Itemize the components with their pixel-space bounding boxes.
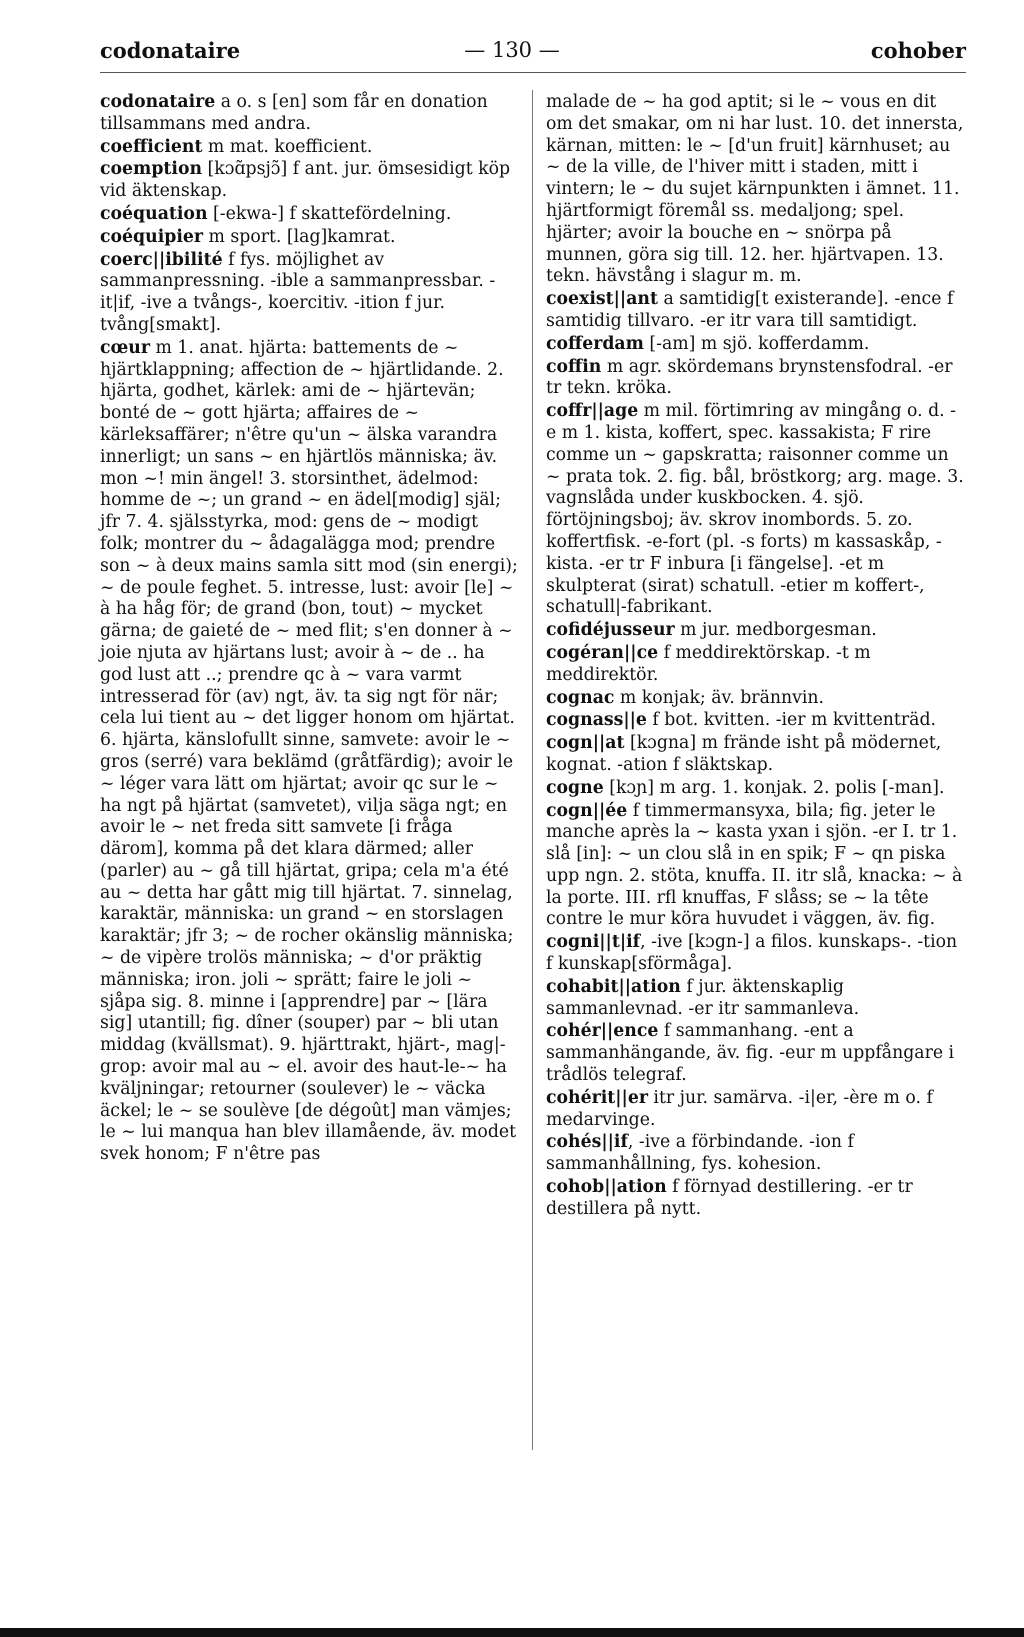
entry <box>100 250 520 337</box>
definition: m sport. [lag]kamrat. <box>203 226 396 247</box>
definition: a o. s [en] som får en donation tillsammans med andra. <box>100 92 488 134</box>
definition: , -ive a förbindande. -ion f sammanhållning, fys. kohesion. <box>546 1132 854 1175</box>
headword: coexist||ant <box>546 289 658 310</box>
entry <box>100 92 520 136</box>
headword: cogne <box>546 777 604 798</box>
definition: malade de ~ ha god aptit; si le ~ vous en dit om det smakar, om ni har lust. 10. det innersta, kärnan, mitten: le ~ [d'un fruit] kärnhuset; au ~ de la ville, de l'hiver mitt i staden, mitt i vintern; le ~ du sujet kärnpunkten i ämnet. 11. hjärtformigt föremål ss. medaljong; spel. hjärter; avoir la bouche en ~ snörpa på munnen, göra sig till. 12. her. hjärtvapen. 13. tekn. hävstång i slagur m. m. <box>546 92 964 287</box>
definition: f bot. kvitten. -ier m kvittenträd. <box>646 710 936 731</box>
headword: coéquation <box>100 203 208 224</box>
definition: m jur. medborgesman. <box>674 620 877 641</box>
headword: coffr||age <box>546 401 639 422</box>
right-column <box>546 92 966 1222</box>
headword: cogn||at <box>546 733 625 754</box>
headword: cohér||ence <box>546 1021 659 1042</box>
entry-continuation <box>546 92 966 288</box>
headword: coéquipier <box>100 226 204 247</box>
left-column <box>100 92 520 1167</box>
entry <box>546 401 966 619</box>
entry <box>546 1021 966 1086</box>
definition: [-ekwa-] f skattefördelning. <box>207 203 452 224</box>
headword: coemption <box>100 159 203 180</box>
definition: f meddirektörskap. -t m meddirektör. <box>546 642 871 685</box>
entry <box>546 778 966 800</box>
entry <box>546 710 966 732</box>
entry <box>546 932 966 976</box>
headword: cohob||ation <box>546 1177 667 1198</box>
headword: cogni||t|if <box>546 932 641 953</box>
definition: a samtidig[t existerande]. -ence f samtidig tillvaro. -er itr vara till samtidigt. <box>546 289 954 331</box>
entry <box>546 1088 966 1132</box>
definition: [kɔgna] m frände isht på mödernet, kognat. -ation f släktskap. <box>546 733 942 775</box>
entry <box>546 620 966 642</box>
entry <box>546 1132 966 1176</box>
headword: coefficient <box>100 136 203 157</box>
column-divider <box>532 90 533 1450</box>
header-right-guide-word: cohober <box>870 38 966 63</box>
headword: cogéran||ce <box>546 642 659 663</box>
page-number: — 130 — <box>464 38 560 62</box>
headword: cohés||if <box>546 1132 628 1153</box>
headword: cohérit||er <box>546 1087 648 1108</box>
entry <box>546 357 966 401</box>
definition: [kɔɑ̃psjɔ̃] f ant. jur. ömsesidigt köp vid äktenskap. <box>100 159 511 202</box>
entry <box>546 334 966 356</box>
headword: cofferdam <box>546 333 644 354</box>
definition: [-am] m sjö. kofferdamm. <box>643 333 870 354</box>
definition: [kɔɲ] m arg. 1. konjak. 2. polis [-man]. <box>603 777 945 798</box>
definition: , -ive [kɔgn-] a filos. kunskaps-. -tion f kunskap[sförmåga]. <box>546 932 958 975</box>
entry <box>100 204 520 226</box>
definition: itr jur. samärva. -i|er, -ère m o. f medarvinge. <box>546 1087 933 1130</box>
headword: codonataire <box>100 92 216 112</box>
entry <box>546 733 966 777</box>
headword: cognac <box>546 687 615 708</box>
headword: cofidéjusseur <box>546 620 675 641</box>
entry <box>100 137 520 159</box>
definition: f timmermansyxa, bila; fig. jeter le manche après la ~ kasta yxan i sjön. -er I. tr 1. slå [in]: ~ un clou slå in en spik; F ~ qn piska upp ngn. 2. stöta, knuffa. II. itr slå, knacka: ~ à la porte. III. rfl knuffas, F slåss; se ~ la tête contre le mur köra huvudet i väggen, äv. fig. <box>546 800 963 930</box>
definition: m mil. förtimring av mingång o. d. -e m 1. kista, koffert, spec. kassakista; F rire comme un ~ gapskratta; raisonner comme un ~ prata tok. 2. fig. bål, bröstkorg; arg. mage. 3. vagnslåda under kuskbocken. 4. sjö. förtöjningsboj; äv. skrov inombords. 5. zo. koffertfisk. -e-fort (pl. -s forts) m kassaskåp, -kista. -er tr F inbura [i fängelse]. -et m skulpterat (sirat) schatull. -etier m koffert-, schatull|-fabrikant. <box>546 401 964 618</box>
definition: f jur. äktenskaplig sammanlevnad. -er itr sammanleva. <box>546 976 860 1019</box>
entry <box>546 289 966 333</box>
scan-edge-bar <box>0 1628 1024 1637</box>
headword: coffin <box>546 356 602 377</box>
header-rule <box>100 72 966 73</box>
definition: f förnyad destillering. -er tr destillera på nytt. <box>546 1177 913 1219</box>
definition: f fys. möjlighet av sammanpressning. -ible a sammanpressbar. -it|if, -ive a tvångs-, koercitiv. -ition f jur. tvång[smakt]. <box>100 249 496 335</box>
headword: cœur <box>100 337 150 358</box>
entry <box>546 801 966 932</box>
definition: f sammanhang. -ent a sammanhängande, äv. fig. -eur m uppfångare i trådlös telegraf. <box>546 1021 955 1086</box>
headword: coerc||ibilité <box>100 249 223 270</box>
definition: m mat. koefficient. <box>202 136 373 157</box>
entry <box>546 643 966 687</box>
definition: m 1. anat. hjärta: battements de ~ hjärtklappning; affection de ~ hjärtlidande. 2. hjärta, godhet, kärlek: ami de ~ hjärtevän; bonté de ~ gott hjärta; affaires de ~ kärleksaffärer; n'être qu'un ~ älska varandra innerligt; un sans ~ en hjärtlös människa; äv. mon ~! min ängel! 3. storsinthet, ädelmod: homme de ~; un grand ~ en ädel[modig] själ; jfr 7. 4. själsstyrka, mod: gens de ~ modigt folk; montrer du ~ ådagalägga mod; prendre son ~ à deux mains samla sitt mod (sin energi); ~ de poule feghet. 5. intresse, lust: avoir [le] ~ à ha håg för; de grand (bon, tout) ~ mycket gärna; de gaieté de ~ med flit; s'en donner à ~ joie njuta av hjärtans lust; avoir à ~ de .. ha god lust att ..; prendre qc à ~ vara varmt intresserad för (av) ngt, äv. ta sig ngt för när; cela lui tient au ~ det ligger honom om hjärtat. 6. hjärta, känslofullt sinne, samvete: avoir le ~ gros (serré) vara beklämd (gråtfärdig); avoir le ~ léger vara lätt om hjärtat; avoir qc sur le ~ ha ngt på hjärtat (samvetet), vilja säga ngt; en avoir le ~ net freda sitt samvete [i fråga därom], komma på det klara därmed; aller (parler) au ~ gå till hjärtat, gripa; cela m'a été au ~ detta har gått mig till hjärtat. 7. sinnelag, karaktär, människa: un grand ~ en storslagen karaktär; jfr 3; ~ de rocher okänslig människa; ~ de vipère trolös människa; ~ d'or präktig människa; iron. joli ~ sprätt; faire le joli ~ sjåpa sig. 8. minne i [apprendre] par ~ [lära sig] utantill; fig. dîner (souper) par ~ bli utan middag (kvällsmat). 9. hjärttrakt, hjärt-, mag|-grop: avoir mal au ~ el. avoir des haut-le-~ ha kväljningar; retourner (soulever) le ~ väcka äckel; le ~ se soulève [de dégoût] man vämjes; le ~ lui manqua han blev illamående, äv. modet svek honom; F n'être pas <box>100 337 518 1165</box>
entry <box>100 159 520 203</box>
headword: cogn||ée <box>546 800 628 821</box>
entry <box>546 977 966 1021</box>
header-left-guide-word: codonataire <box>100 38 241 63</box>
headword: cohabit||ation <box>546 976 681 997</box>
entry <box>100 338 520 1166</box>
entry <box>100 227 520 249</box>
definition: m konjak; äv. brännvin. <box>614 687 825 708</box>
headword: cognass||e <box>546 710 647 731</box>
entry <box>546 1177 966 1221</box>
definition: m agr. skördemans brynstensfodral. -er tr tekn. kröka. <box>546 356 953 399</box>
entry <box>546 688 966 710</box>
